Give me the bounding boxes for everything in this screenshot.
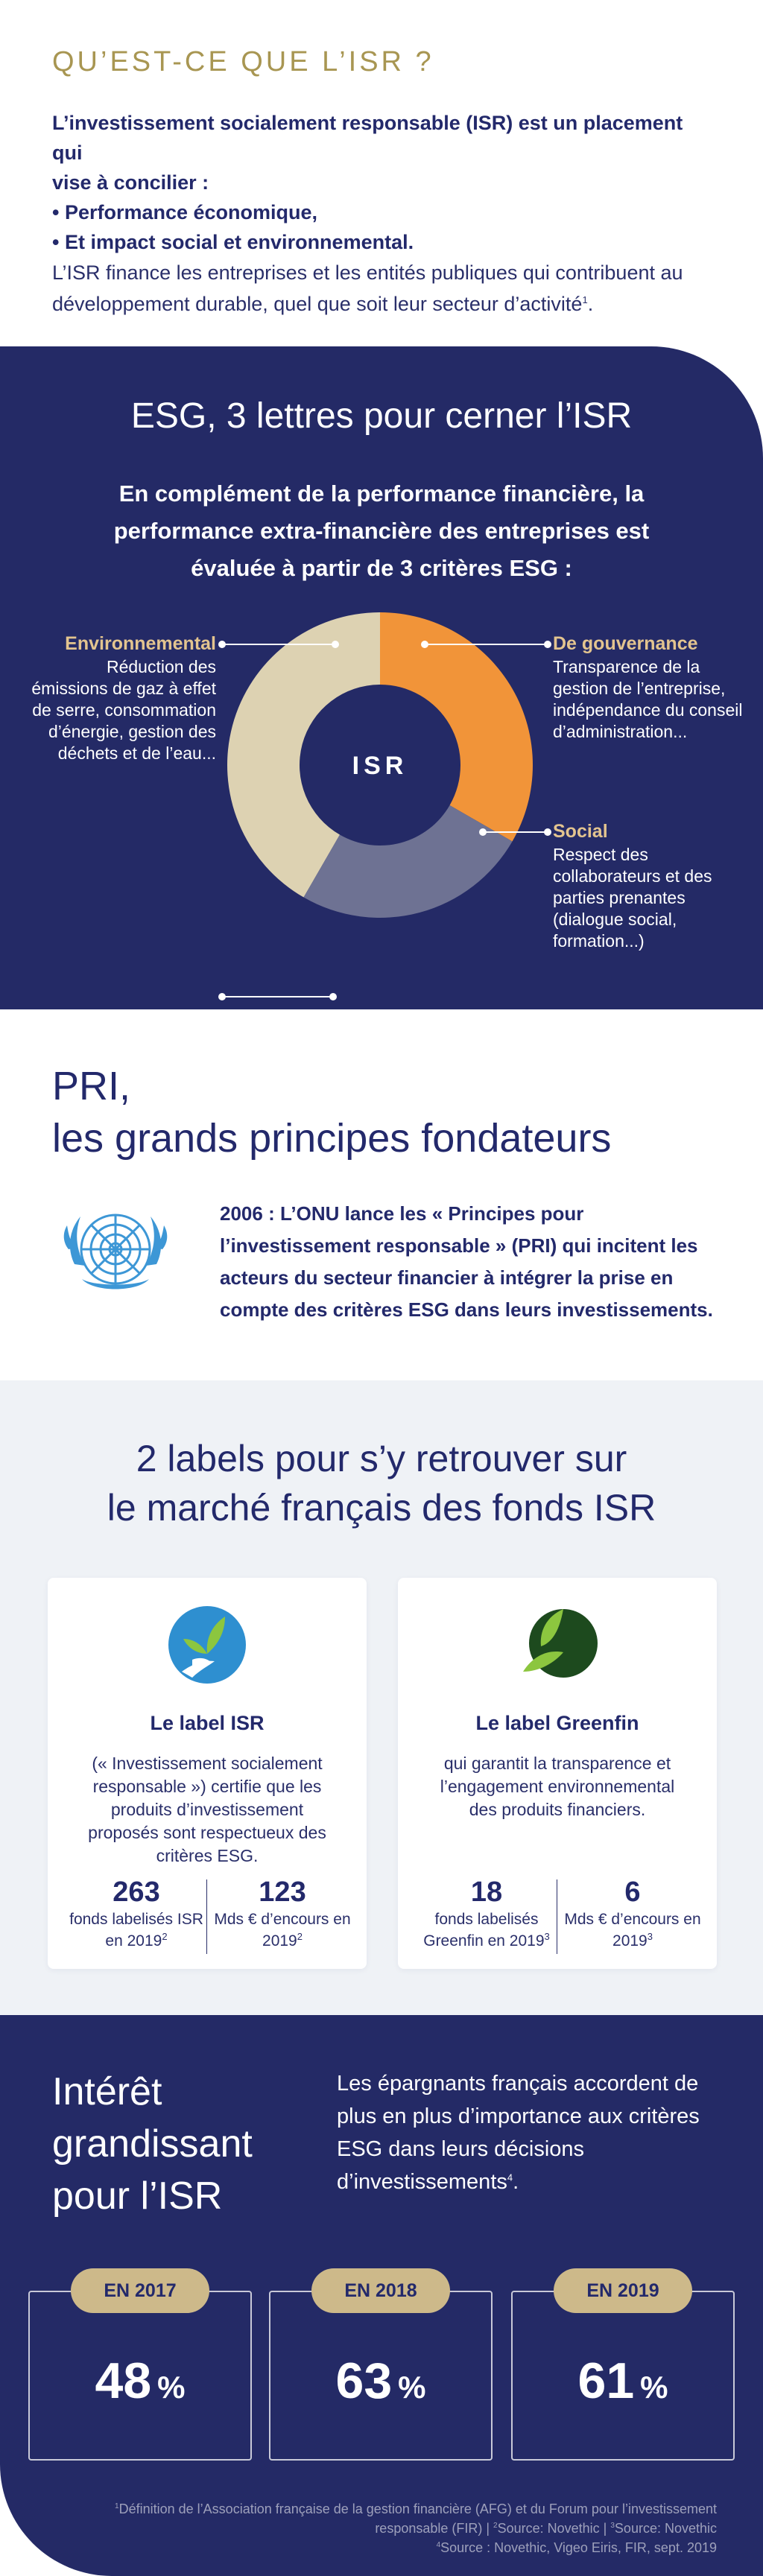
donut-center-label: ISR bbox=[352, 752, 408, 780]
labels-section bbox=[0, 1380, 763, 2015]
intro-bullet-2: • Et impact social et environnemental. bbox=[52, 231, 414, 253]
pri-title-line1: PRI, bbox=[52, 1064, 131, 1108]
interest-title-line1: Intérêt bbox=[52, 2070, 162, 2113]
pri-title-line2: les grands principes fondateurs bbox=[52, 1116, 612, 1161]
greenfin-label-logo-icon bbox=[513, 1600, 602, 1690]
intro-body-text: L’ISR finance les entreprises et les entités publiques qui contribuent au développement durable, quel que soit leur secteur d’activité bbox=[52, 261, 683, 315]
label-greenfin-stat-funds bbox=[416, 1876, 557, 1952]
criterion-environmental bbox=[30, 633, 216, 764]
year-value-number: 61 bbox=[577, 2353, 635, 2409]
intro-body bbox=[52, 257, 711, 320]
intro-section bbox=[0, 0, 763, 346]
label-isr-description: (« Investissement socialement responsable ») certifie que les produits d’investissement proposés sont respectueux des critères ESG. bbox=[88, 1754, 326, 1865]
criterion-social bbox=[553, 821, 754, 952]
year-value-number: 63 bbox=[335, 2353, 393, 2409]
interest-title-line3: pour l’ISR bbox=[52, 2174, 223, 2218]
year-value bbox=[30, 2352, 250, 2410]
stat-value: 6 bbox=[624, 1877, 641, 1908]
year-value-unit: % bbox=[398, 2370, 426, 2405]
donut-segment-governance bbox=[380, 612, 533, 841]
interest-text-footnote: 4 bbox=[507, 2171, 513, 2183]
footnotes bbox=[106, 2499, 717, 2557]
stat-value: 123 bbox=[259, 1877, 306, 1908]
year-value bbox=[513, 2352, 733, 2410]
stat-label bbox=[416, 1909, 557, 1952]
label-greenfin-title: Le label Greenfin bbox=[475, 1712, 639, 1734]
footnote-number: 2 bbox=[493, 2522, 498, 2530]
footnote-number: 4 bbox=[436, 2541, 441, 2549]
criterion-governance-title: De gouvernance bbox=[553, 633, 698, 654]
year-pill: EN 2018 bbox=[311, 2268, 450, 2313]
label-isr-stat-funds bbox=[66, 1876, 207, 1952]
year-value-number: 48 bbox=[95, 2353, 152, 2409]
footnote-text: Définition de l’Association française de la gestion financière (AFG) et du Forum pour l’investissement responsable (FIR) | bbox=[118, 2502, 717, 2536]
year-stat-2017 bbox=[28, 2280, 252, 2461]
stat-value: 263 bbox=[113, 1877, 160, 1908]
year-pill: EN 2017 bbox=[71, 2268, 209, 2313]
label-card-isr bbox=[48, 1578, 367, 1969]
year-value-unit: % bbox=[640, 2370, 668, 2405]
interest-title bbox=[52, 2066, 253, 2222]
stat-label-text: fonds labelisés Greenfin en 2019 bbox=[423, 1911, 545, 1950]
year-value-unit: % bbox=[157, 2370, 186, 2405]
label-greenfin-description: qui garantit la transparence et l’engagement environnemental des produits financiers. bbox=[440, 1754, 675, 1819]
connector-soc-dot-b bbox=[545, 829, 551, 835]
stat-footnote: 2 bbox=[162, 1931, 168, 1942]
footnote-number: 3 bbox=[610, 2522, 615, 2530]
label-isr-stat-assets bbox=[212, 1876, 353, 1952]
pri-section bbox=[0, 1009, 763, 1380]
footnote-number: 1 bbox=[115, 2502, 119, 2510]
intro-lead-line2: vise à concilier : bbox=[52, 171, 209, 194]
stat-divider bbox=[206, 1879, 207, 1954]
stat-label bbox=[66, 1909, 207, 1952]
interest-title-line2: grandissant bbox=[52, 2122, 253, 2166]
interest-text-body: Les épargnants français accordent de plus en plus d’importance aux critères ESG dans leurs décisions d’investissements bbox=[337, 2072, 700, 2194]
esg-title: ESG, 3 lettres pour cerner l’ISR bbox=[130, 396, 633, 436]
stat-label bbox=[212, 1909, 353, 1952]
connector-gov-dot-b bbox=[545, 641, 551, 647]
intro-lead-line1: L’investissement socialement responsable (ISR) est un placement qui bbox=[52, 112, 683, 164]
footnote-text: Source : Novethic, Vigeo Eiris, FIR, sept. 2019 bbox=[440, 2540, 717, 2555]
stat-footnote: 3 bbox=[647, 1931, 653, 1942]
criterion-environmental-text: Réduction des émissions de gaz à effet de serre, consommation d’énergie, gestion des déchets et de l’eau... bbox=[31, 657, 216, 763]
pri-description: 2006 : L’ONU lance les « Principes pour l’investissement responsable » (PRI) qui incitent les acteurs du secteur financier à intégrer la prise en compte des critères ESG dans leurs investissements. bbox=[220, 1202, 713, 1321]
leader-dot-env bbox=[219, 994, 225, 1000]
labels-title-line1: 2 labels pour s’y retrouver sur bbox=[136, 1438, 627, 1479]
stat-footnote: 2 bbox=[297, 1931, 303, 1942]
esg-section bbox=[0, 346, 763, 1009]
label-isr-title: Le label ISR bbox=[150, 1712, 265, 1734]
intro-kicker: QU’EST-CE QUE L’ISR ? bbox=[52, 46, 434, 77]
year-stat-2018 bbox=[269, 2280, 493, 2461]
labels-title bbox=[0, 1434, 763, 1532]
stat-label-text: Mds € d’encours en 2019 bbox=[564, 1911, 701, 1950]
interest-text-end: . bbox=[513, 2170, 519, 2194]
criterion-social-text: Respect des collaborateurs et des parties prenantes (dialogue social, formation...) bbox=[553, 845, 712, 951]
label-greenfin-stat-assets bbox=[562, 1876, 703, 1952]
un-emblem-icon bbox=[52, 1197, 179, 1309]
footnote-text: Source: Novethic bbox=[614, 2521, 717, 2536]
footnote-text: Source: Novethic | bbox=[497, 2521, 611, 2536]
criterion-environmental-title: Environnemental bbox=[65, 633, 216, 654]
label-card-greenfin bbox=[398, 1578, 717, 1969]
leader-dot-env-end bbox=[330, 994, 336, 1000]
pri-title bbox=[52, 1060, 611, 1164]
criterion-social-title: Social bbox=[553, 821, 608, 842]
interest-text bbox=[337, 2067, 724, 2198]
criterion-governance bbox=[553, 633, 754, 743]
interest-section bbox=[0, 2015, 763, 2576]
criterion-governance-text: Transparence de la gestion de l’entreprise, indépendance du conseil d’administration... bbox=[553, 657, 743, 741]
stat-label bbox=[562, 1909, 703, 1952]
stat-value: 18 bbox=[470, 1877, 503, 1908]
year-pill: EN 2019 bbox=[554, 2268, 692, 2313]
intro-body-end: . bbox=[587, 293, 594, 315]
stat-label-text: fonds labelisés ISR en 2019 bbox=[69, 1911, 203, 1950]
intro-body-footnote: 1 bbox=[582, 294, 588, 305]
year-value bbox=[270, 2352, 491, 2410]
year-stat-2019 bbox=[511, 2280, 735, 2461]
isr-label-logo-icon bbox=[162, 1600, 252, 1690]
labels-title-line2: le marché français des fonds ISR bbox=[107, 1487, 656, 1529]
stat-label-text: Mds € d’encours en 2019 bbox=[214, 1911, 351, 1950]
esg-donut-chart bbox=[224, 609, 536, 921]
intro-bullet-1: • Performance économique, bbox=[52, 201, 318, 223]
esg-intro: En complément de la performance financière, la performance extra-financière des entreprises est évaluée à partir de 3 critères ESG : bbox=[113, 480, 650, 581]
stat-footnote: 3 bbox=[544, 1931, 550, 1942]
